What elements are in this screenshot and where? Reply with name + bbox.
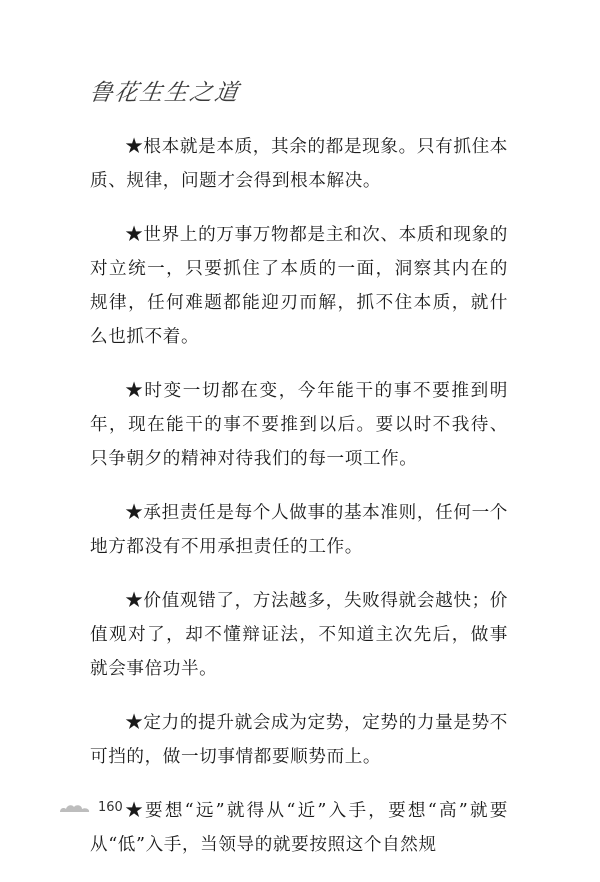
cloud-icon bbox=[58, 801, 92, 815]
paragraph: ★世界上的万事万物都是主和次、本质和现象的对立统一，只要抓住了本质的一面，洞察其内在的规律，任何难题都能迎刃而解，抓不住本质，就什么也抓不着。 bbox=[90, 225, 508, 347]
paragraph: ★定力的提升就会成为定势，定势的力量是势不可挡的，做一切事情都要顺势而上。 bbox=[90, 713, 508, 767]
paragraph: ★根本就是本质，其余的都是现象。只有抓住本质、规律，问题才会得到根本解决。 bbox=[90, 137, 508, 191]
page-footer bbox=[58, 800, 123, 815]
running-title: 鲁花生生之道 bbox=[87, 80, 242, 106]
paragraph: ★时变一切都在变，今年能干的事不要推到明年，现在能干的事不要推到以后。要以时不我待、只争朝夕的精神对待我们的每一项工作。 bbox=[90, 381, 508, 469]
page-number: 160 bbox=[98, 800, 123, 815]
paragraph: ★价值观错了，方法越多，失败得就会越快；价值观对了，却不懂辩证法，不知道主次先后，做事就会事倍功半。 bbox=[90, 591, 508, 679]
paragraph: ★承担责任是每个人做事的基本准则，任何一个地方都没有不用承担责任的工作。 bbox=[90, 503, 508, 557]
body-text bbox=[90, 130, 508, 882]
paragraph: ★要想“远”就得从“近”入手，要想“高”就要从“低”入手，当领导的就要按照这个自然规 bbox=[90, 801, 508, 855]
